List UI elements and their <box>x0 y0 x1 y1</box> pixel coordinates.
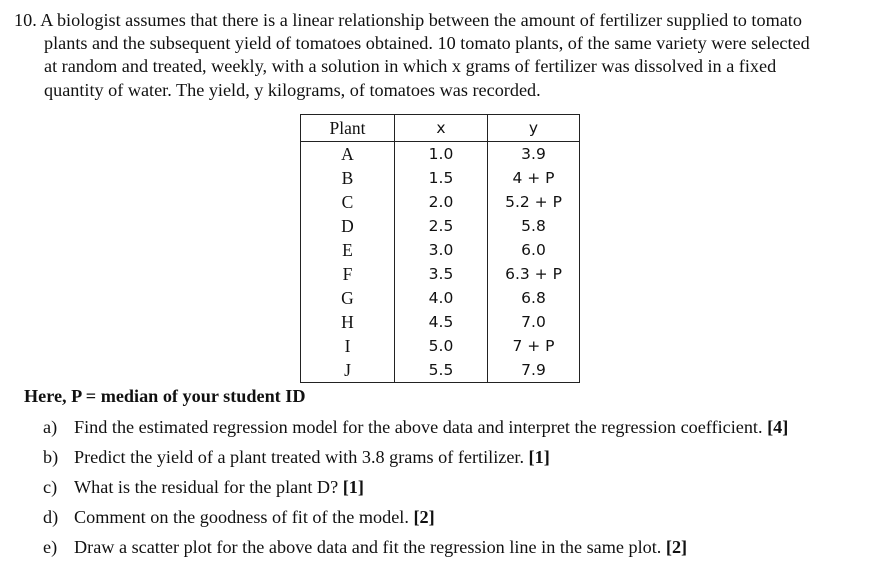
cell-y: 4 + P <box>488 166 580 190</box>
cell-x: 4.0 <box>395 286 488 310</box>
cell-y: 7.0 <box>488 310 580 334</box>
part-text: Draw a scatter plot for the above data and fit the regression line in the same plot. <box>74 537 662 557</box>
part-letter: c) <box>43 477 58 497</box>
cell-plant: C <box>301 190 395 214</box>
table-row <box>301 358 580 383</box>
part-letter: e) <box>43 537 58 557</box>
cell-y: 6.3 + P <box>488 262 580 286</box>
question-text <box>14 9 870 102</box>
part-letter: a) <box>43 417 58 437</box>
sub-question-b <box>43 442 788 472</box>
cell-y: 5.8 <box>488 214 580 238</box>
sub-question-a <box>43 412 788 442</box>
sub-question-d <box>43 502 788 532</box>
cell-plant: H <box>301 310 395 334</box>
question-line-2: plants and the subsequent yield of tomatoes obtained. 10 tomato plants, of the same variety were selected <box>44 33 810 54</box>
part-marks: [1] <box>528 447 550 467</box>
cell-y: 7.9 <box>488 358 580 383</box>
part-marks: [2] <box>413 507 435 527</box>
cell-x: 4.5 <box>395 310 488 334</box>
question-line-1 <box>14 9 870 32</box>
question-number: 10. <box>14 10 37 30</box>
question-line-1-text: A biologist assumes that there is a linear relationship between the amount of fertilizer supplied to tomato <box>40 10 802 30</box>
part-text: What is the residual for the plant D? <box>74 477 339 497</box>
cell-plant: I <box>301 334 395 358</box>
cell-plant: E <box>301 238 395 262</box>
sub-question-c <box>43 472 788 502</box>
part-text: Find the estimated regression model for the above data and interpret the regression coefficient. <box>74 417 763 437</box>
cell-plant: J <box>301 358 395 383</box>
part-marks: [1] <box>342 477 364 497</box>
table-row <box>301 262 580 286</box>
cell-x: 2.0 <box>395 190 488 214</box>
question-line-3: at random and treated, weekly, with a solution in which x grams of fertilizer was dissolved in a fixed <box>44 56 777 77</box>
header-y: y <box>488 115 580 142</box>
cell-plant: A <box>301 142 395 167</box>
cell-x: 1.5 <box>395 166 488 190</box>
table-row <box>301 214 580 238</box>
header-plant: Plant <box>301 115 395 142</box>
table-row <box>301 334 580 358</box>
part-letter: b) <box>43 447 59 467</box>
cell-plant: B <box>301 166 395 190</box>
part-marks: [4] <box>767 417 789 437</box>
data-table <box>300 114 580 383</box>
table-row <box>301 310 580 334</box>
sub-questions <box>43 412 788 562</box>
sub-question-e <box>43 532 788 562</box>
cell-x: 5.0 <box>395 334 488 358</box>
cell-x: 1.0 <box>395 142 488 167</box>
part-text: Comment on the goodness of fit of the model. <box>74 507 409 527</box>
table-row <box>301 190 580 214</box>
part-letter: d) <box>43 507 59 527</box>
cell-x: 3.0 <box>395 238 488 262</box>
cell-plant: D <box>301 214 395 238</box>
cell-y: 3.9 <box>488 142 580 167</box>
header-x: x <box>395 115 488 142</box>
cell-y: 6.0 <box>488 238 580 262</box>
table-row <box>301 286 580 310</box>
cell-y: 5.2 + P <box>488 190 580 214</box>
table-row <box>301 166 580 190</box>
table-header-row <box>301 115 580 142</box>
question-line-4: quantity of water. The yield, y kilograms, of tomatoes was recorded. <box>44 79 541 100</box>
cell-plant: F <box>301 262 395 286</box>
cell-plant: G <box>301 286 395 310</box>
table-body <box>301 142 580 383</box>
cell-x: 5.5 <box>395 358 488 383</box>
part-marks: [2] <box>665 537 688 557</box>
cell-y: 7 + P <box>488 334 580 358</box>
median-note: Here, P = median of your student ID <box>24 386 306 406</box>
table-row <box>301 238 580 262</box>
table-row <box>301 142 580 167</box>
part-text: Predict the yield of a plant treated with 3.8 grams of fertilizer. <box>74 447 524 467</box>
cell-y: 6.8 <box>488 286 580 310</box>
cell-x: 3.5 <box>395 262 488 286</box>
cell-x: 2.5 <box>395 214 488 238</box>
